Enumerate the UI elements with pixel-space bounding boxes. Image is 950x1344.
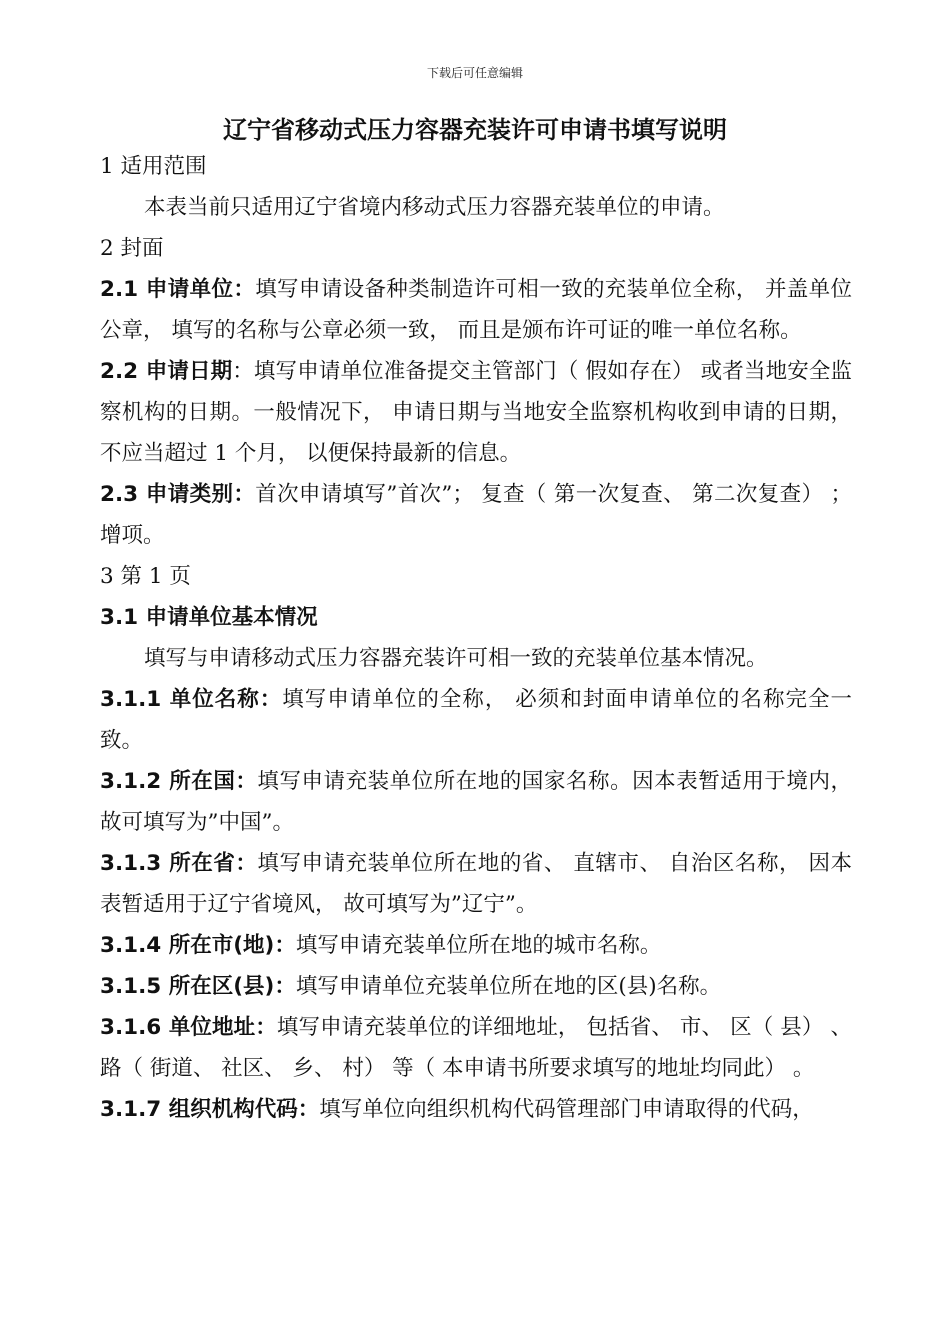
- item-label: 3.1.1 单位名称：: [100, 687, 283, 712]
- paragraph-3-1-4: [100, 925, 852, 966]
- item-text: 首次申请填写”首次”； 复查（ 第一次复查、 第二次复查） ； 增项。: [100, 482, 853, 548]
- item-label: 3.1.7 组织机构代码：: [100, 1097, 320, 1122]
- item-text: 填写申请充装单位的详细地址， 包括省、 市、 区（ 县） 、 路（ 街道、 社区、 乡、 村） 等（ 本申请书所要求填写的地址均同此） 。: [100, 1015, 852, 1081]
- item-label: 2.3 申请类别：: [100, 482, 256, 507]
- paragraph-3-1-2: [100, 761, 852, 843]
- paragraph-3-1-7: [100, 1089, 852, 1130]
- item-text: 填写申请单位充装单位所在地的区(县)名称。: [295, 974, 722, 999]
- item-label: 3.1.6 单位地址：: [100, 1015, 277, 1040]
- item-text: 填写申请设备种类制造许可相一致的充装单位全称， 并盖单位公章， 填写的名称与公章必须一致， 而且是颁布许可证的唯一单位名称。: [100, 277, 852, 343]
- paragraph-3-1-1: [100, 679, 852, 761]
- paragraph-3-1-5: [100, 966, 852, 1007]
- item-text: ：填写申请单位准备提交主管部门（ 假如存在） 或者当地安全监察机构的日期。一般情况下， 申请日期与当地安全监察机构收到申请的日期， 不应当超过 1 个月， 以便保持最新的信息。: [100, 359, 853, 466]
- item-text: 填写申请充装单位所在地的省、 直辖市、 自治区名称， 因本表暂适用于辽宁省境风， 故可填写为”辽宁”。: [100, 851, 852, 917]
- paragraph-3-1-6: [100, 1007, 852, 1089]
- item-label: 3.1 申请单位基本情况: [100, 605, 318, 630]
- item-text: 填写申请充装单位所在地的城市名称。: [295, 933, 662, 958]
- paragraph-3-1-3: [100, 843, 852, 925]
- paragraph-2-2: [100, 351, 852, 474]
- header-note: 下载后可任意编辑: [426, 66, 523, 80]
- item-label: 3.1.5 所在区(县)：: [100, 974, 296, 999]
- section-heading-2: 2 封面: [100, 236, 164, 261]
- document-body: [100, 146, 852, 1130]
- item-label: 3.1.3 所在省：: [100, 851, 258, 876]
- paragraph-scope: 本表当前只适用辽宁省境内移动式压力容器充装单位的申请。: [144, 195, 725, 220]
- document-title: 辽宁省移动式压力容器充装许可申请书填写说明: [223, 116, 727, 144]
- item-label: 3.1.4 所在市(地)：: [100, 933, 296, 958]
- section-heading-1: 1 适用范围: [100, 154, 207, 179]
- item-label: 3.1.2 所在国：: [100, 769, 258, 794]
- item-text: 填写申请充装单位所在地的国家名称。因本表暂适用于境内， 故可填写为”中国”。: [100, 769, 852, 835]
- item-text: 填写申请单位的全称， 必须和封面申请单位的名称完全一致。: [100, 687, 852, 753]
- subsection-heading-3-1: [100, 597, 852, 638]
- section-heading-3: 3 第 1 页: [100, 564, 191, 589]
- item-label: 2.2 申请日期: [100, 359, 233, 384]
- item-label: 2.1 申请单位：: [100, 277, 256, 302]
- paragraph-2-3: [100, 474, 852, 556]
- item-text: 填写单位向组织机构代码管理部门申请取得的代码，: [319, 1097, 814, 1122]
- paragraph-3-1-intro: 填写与申请移动式压力容器充装许可相一致的充装单位基本情况。: [144, 646, 768, 671]
- paragraph-2-1: [100, 269, 852, 351]
